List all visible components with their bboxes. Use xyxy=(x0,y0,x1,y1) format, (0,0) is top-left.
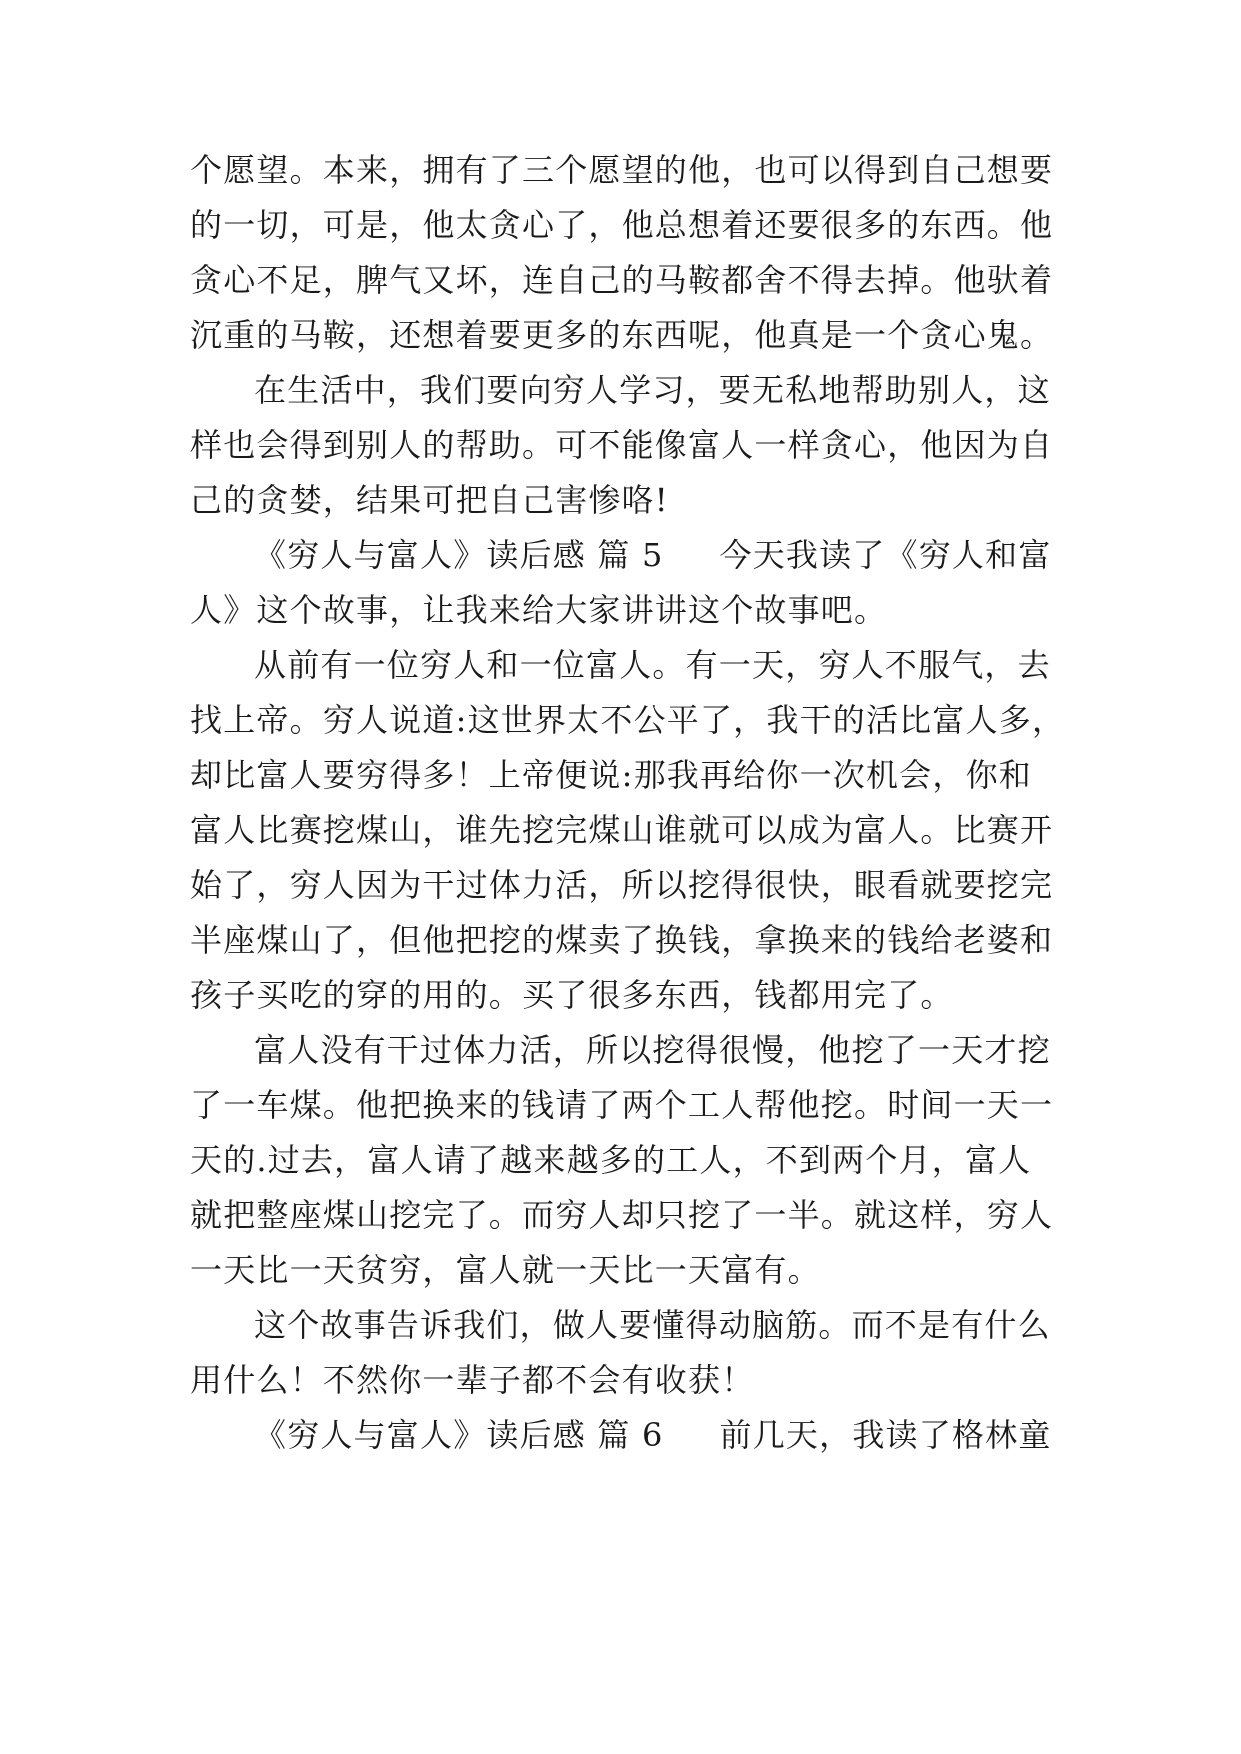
section-heading-line xyxy=(254,533,1070,577)
section-heading: 《穷人与富人》读后感 篇 6 xyxy=(254,1416,664,1454)
section-heading: 《穷人与富人》读后感 篇 5 xyxy=(254,536,664,574)
text-line: 就把整座煤山挖完了。而穷人却只挖了一半。就这样，穷人 xyxy=(190,1196,1054,1234)
text-line: 用什么！不然你一辈子都不会有收获！ xyxy=(190,1361,755,1399)
paragraph-start-line: 富人没有干过体力活，所以挖得很慢，他挖了一天才挖 xyxy=(254,1031,1051,1069)
text-line: 天的.过去，富人请了越来越多的工人，不到两个月，富人 xyxy=(190,1141,1032,1179)
text-line: 样也会得到别人的帮助。可不能像富人一样贪心，他因为自 xyxy=(190,426,1054,464)
text-line: 富人比赛挖煤山，谁先挖完煤山谁就可以成为富人。比赛开 xyxy=(190,811,1054,849)
paragraph-start-line: 这个故事告诉我们，做人要懂得动脑筋。而不是有什么 xyxy=(254,1306,1051,1344)
text-line: 人》这个故事，让我来给大家讲讲这个故事吧。 xyxy=(190,591,888,629)
text-line: 始了，穷人因为干过体力活，所以挖得很快，眼看就要挖完 xyxy=(190,866,1054,904)
paragraph-start-line: 在生活中，我们要向穷人学习，要无私地帮助别人，这 xyxy=(254,371,1051,409)
text-line: 沉重的马鞍，还想着要更多的东西呢，他真是一个贪心鬼。 xyxy=(190,316,1054,354)
text-line: 半座煤山了，但他把挖的煤卖了换钱，拿换来的钱给老婆和 xyxy=(190,921,1054,959)
text-line: 了一车煤。他把换来的钱请了两个工人帮他挖。时间一天一 xyxy=(190,1086,1054,1124)
text-line: 一天比一天贫穷，富人就一天比一天富有。 xyxy=(190,1251,821,1289)
text-line: 贪心不足，脾气又坏，连自己的马鞍都舍不得去掉。他驮着 xyxy=(190,261,1054,299)
text-line: 己的贪婪，结果可把自己害惨咯! xyxy=(190,481,669,519)
text-line: 找上帝。穷人说道:这世界太不公平了，我干的活比富人多， xyxy=(190,701,1066,739)
text-line: 孩子买吃的穿的用的。买了很多东西，钱都用完了。 xyxy=(190,976,954,1014)
section-first-text: 前几天，我读了格林童 xyxy=(719,1416,1052,1454)
paragraph-start-line: 从前有一位穷人和一位富人。有一天，穷人不服气，去 xyxy=(254,646,1051,684)
section-heading-line xyxy=(254,1413,1070,1457)
text-line: 的一切，可是，他太贪心了，他总想着还要很多的东西。他 xyxy=(190,206,1054,244)
section-first-text: 今天我读了《穷人和富 xyxy=(719,536,1052,574)
text-line: 个愿望。本来，拥有了三个愿望的他，也可以得到自己想要 xyxy=(190,151,1054,189)
text-line: 却比富人要穷得多！上帝便说:那我再给你一次机会，你和 xyxy=(190,756,1032,794)
